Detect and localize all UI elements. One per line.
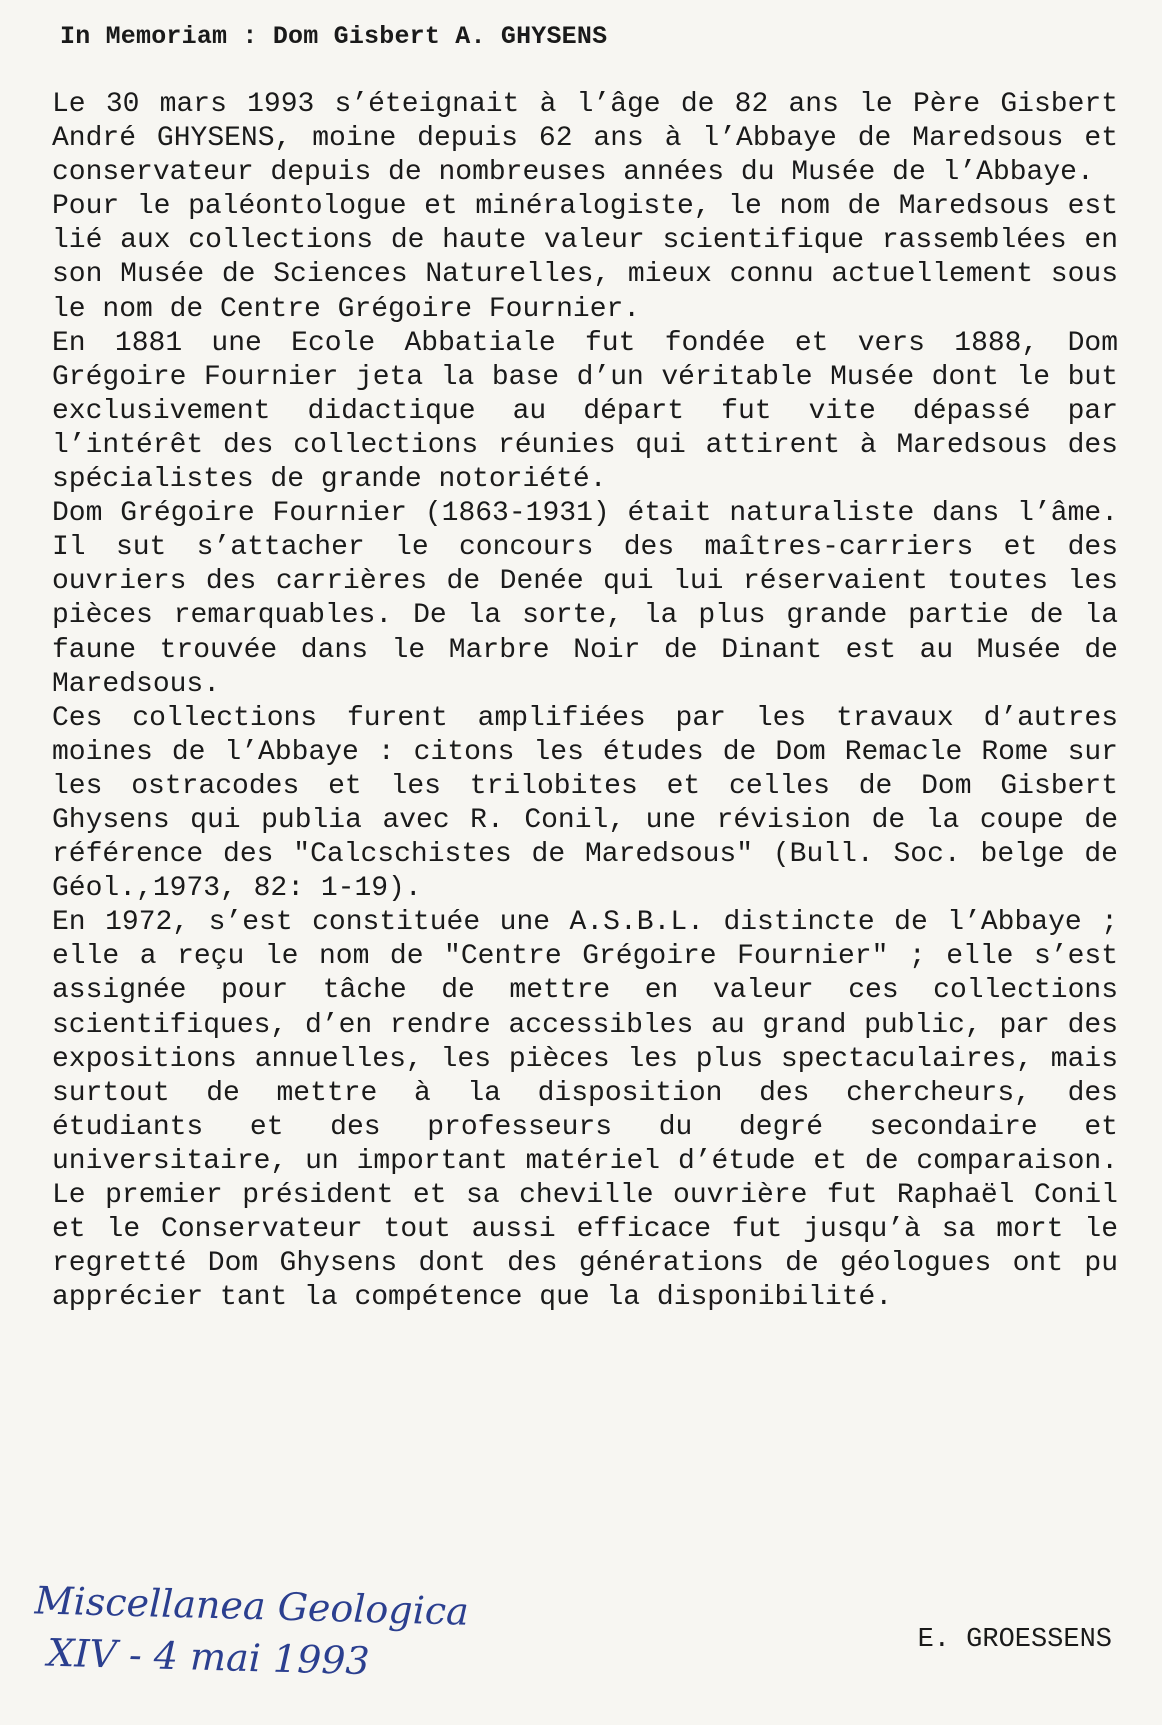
paragraph-1: Le 30 mars 1993 s’éteignait à l’âge de 82 ans le Père Gisbert André GHYSENS, moine depuis 62 ans à l’Abbaye de Maredsous et conservateur depuis de nombreuses années du Musée de l’Abbaye. — [52, 89, 1118, 189]
paragraph-2: Pour le paléontologue et minéralogiste, le nom de Maredsous est lié aux collections de haute valeur scientifique rassemblées en son Musée de Sciences Naturelles, mieux connu actuellement sous le nom de Centre Grégoire Fournier. — [52, 191, 1118, 325]
handwritten-issue-date: XIV - 4 mai 1993 — [46, 1630, 371, 1684]
handwritten-journal: Miscellanea Geologica — [34, 1578, 470, 1634]
paragraph-5: Ces collections furent amplifiées par les travaux d’autres moines de l’Abbaye : citons les études de Dom Remacle Rome sur les ostracodes et les trilobites et celles de Dom Gisbert Ghysens qui publia avec R. Conil, une révision de la coupe de référence des "Calcschistes de Maredsous" (Bull. Soc. belge de Géol.,1973, 82: 1-19). — [52, 702, 1118, 905]
paragraph-4: Dom Grégoire Fournier (1863-1931) était naturaliste dans l’âme. Il sut s’attacher le concours des maîtres-carriers et des ouvriers des carrières de Denée qui lui réservaient toutes les pièces remarquables. De la sorte, la plus grande partie de la faune trouvée dans le Marbre Noir de Dinant est au Musée de Maredsous. — [52, 498, 1118, 700]
document-title: In Memoriam : Dom Gisbert A. GHYSENS — [60, 22, 608, 51]
paragraph-3: En 1881 une Ecole Abbatiale fut fondée et vers 1888, Dom Grégoire Fournier jeta la base d’un véritable Musée dont le but exclusivement didactique au départ fut vite dépassé par l’intérêt des collections réunies qui attirent à Maredsous des spécialistes de grande notoriété. — [52, 327, 1118, 496]
handwritten-annotation — [33, 1574, 470, 1689]
author-signature: E. GROESSENS — [917, 1625, 1112, 1655]
document-body — [52, 88, 1118, 1315]
paragraph-6: En 1972, s’est constituée une A.S.B.L. distincte de l’Abbaye ; elle a reçu le nom de "Centre Grégoire Fournier" ; elle s’est assignée pour tâche de mettre en valeur ces collections scientifiques, d’en rendre accessibles au grand public, par des expositions annuelles, les pièces les plus spectaculaires, mais surtout de mettre à la disposition des chercheurs, des étudiants et des professeurs du degré secondaire et universitaire, un important matériel d’étude et de comparaison. Le premier président et sa cheville ouvrière fut Raphaël Conil et le Conservateur tout aussi efficace fut jusqu’à sa mort le regretté Dom Ghysens dont des générations de géologues ont pu apprécier tant la compétence que la disponibilité. — [52, 907, 1118, 1314]
